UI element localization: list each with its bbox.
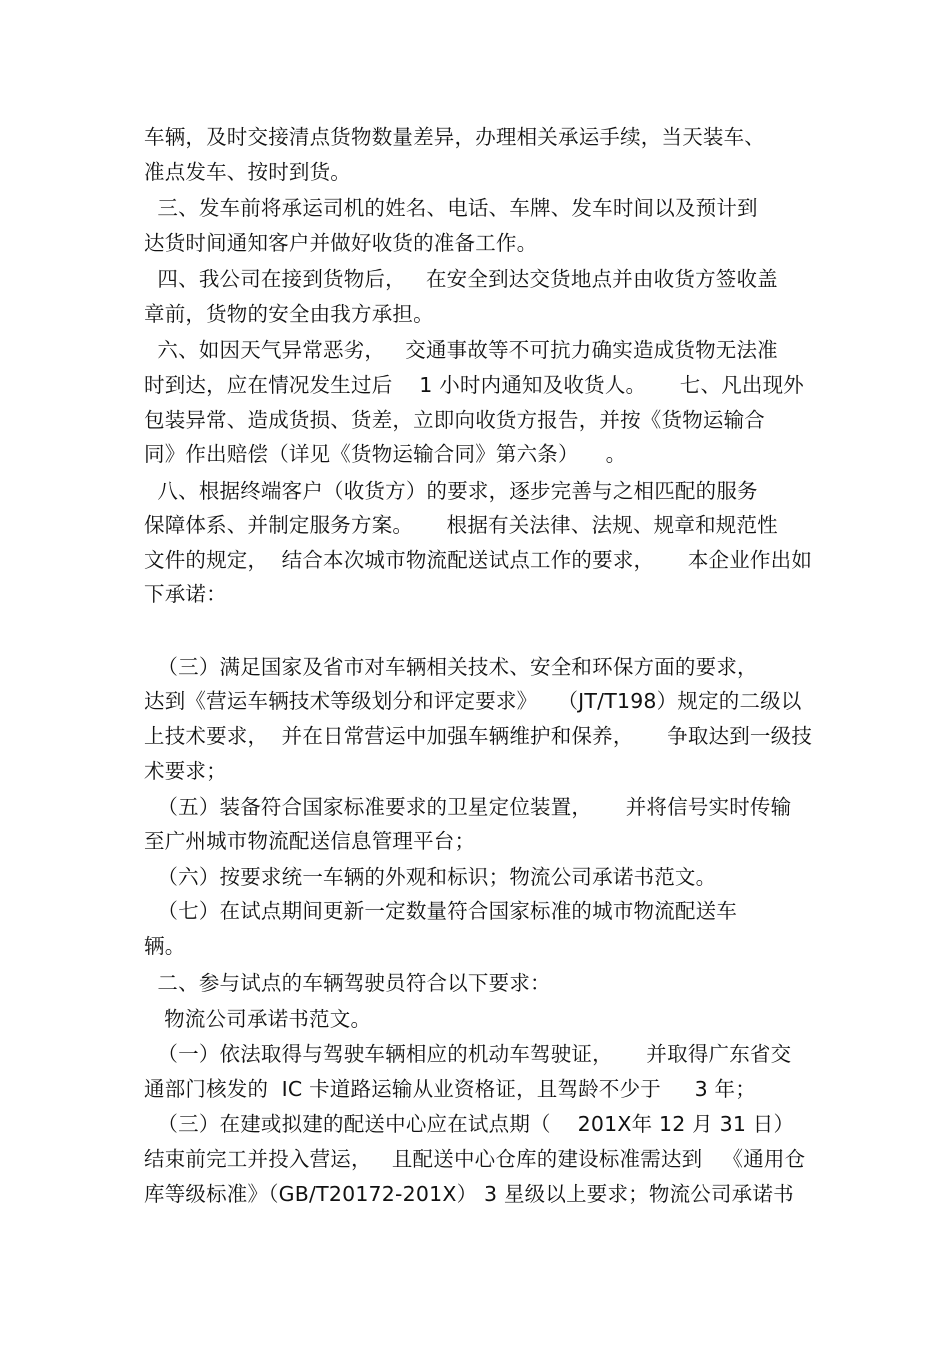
text-line: （三）在建或拟建的配送中心应在试点期（ 201X年 12 月 31 日） <box>144 1112 795 1136</box>
text-line: （五）装备符合国家标准要求的卫星定位装置， 并将信号实时传输 <box>144 795 792 819</box>
text-line: 保障体系、并制定服务方案。 根据有关法律、法规、规章和规范性 <box>144 513 778 537</box>
text-line: （一）依法取得与驾驶车辆相应的机动车驾驶证， 并取得广东省交 <box>144 1042 792 1066</box>
text-line: （三）满足国家及省市对车辆相关技术、安全和环保方面的要求， <box>144 655 758 679</box>
text-line: 术要求； <box>144 759 227 783</box>
text-line: （七）在试点期间更新一定数量符合国家标准的城市物流配送车 <box>144 899 738 923</box>
text-line: 三、发车前将承运司机的姓名、电话、车牌、发车时间以及预计到 <box>144 196 758 220</box>
text-line: 时到达，应在情况发生过后 1 小时内通知及收货人。 七、凡出现外 <box>144 373 805 397</box>
text-line: 达到《营运车辆技术等级划分和评定要求》 （JT/T198）规定的二级以 <box>144 689 802 713</box>
text-line: 下承诺： <box>144 582 227 606</box>
text-line: 上技术要求， 并在日常营运中加强车辆维护和保养， 争取达到一级技 <box>144 724 813 748</box>
text-line: 车辆，及时交接清点货物数量差异，办理相关承运手续，当天装车、 <box>144 125 765 149</box>
text-line: 四、我公司在接到货物后， 在安全到达交货地点并由收货方签收盖 <box>144 267 778 291</box>
text-line: 章前，货物的安全由我方承担。 <box>144 302 434 326</box>
text-line: 二、参与试点的车辆驾驶员符合以下要求： <box>144 971 551 995</box>
text-line: 准点发车、按时到货。 <box>144 160 351 184</box>
text-line: 物流公司承诺书范文。 <box>144 1007 372 1031</box>
text-line: 结束前完工并投入营运， 且配送中心仓库的建设标准需达到 《通用仓 <box>144 1147 806 1171</box>
text-line: 辆。 <box>144 934 186 958</box>
text-line: 八、根据终端客户（收货方）的要求，逐步完善与之相匹配的服务 <box>144 479 758 503</box>
text-line: 包装异常、造成货损、货差，立即向收货方报告，并按《货物运输合 <box>144 408 765 432</box>
text-line: 库等级标准》（GB/T20172-201X） 3 星级以上要求；物流公司承诺书 <box>144 1182 794 1206</box>
text-line: 至广州城市物流配送信息管理平台； <box>144 829 476 853</box>
text-line: 文件的规定， 结合本次城市物流配送试点工作的要求， 本企业作出如 <box>144 548 813 572</box>
text-line: 达货时间通知客户并做好收货的准备工作。 <box>144 231 538 255</box>
text-line: 六、如因天气异常恶劣， 交通事故等不可抗力确实造成货物无法准 <box>144 338 778 362</box>
text-line: 通部门核发的 IC 卡道路运输从业资格证，且驾龄不少于 3 年； <box>144 1077 756 1101</box>
text-line: 同》作出赔偿（详见《货物运输合同》第六条） 。 <box>144 442 627 466</box>
text-line: （六）按要求统一车辆的外观和标识；物流公司承诺书范文。 <box>144 865 717 889</box>
